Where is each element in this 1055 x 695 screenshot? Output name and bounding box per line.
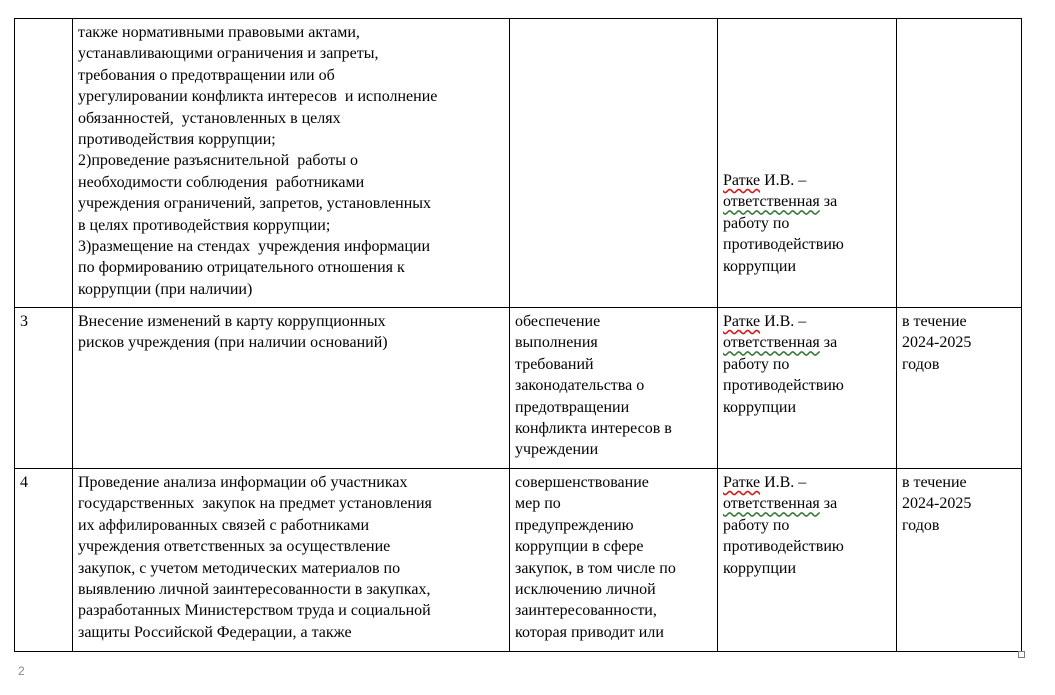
term-line: годов bbox=[902, 516, 940, 534]
page-number: 2 bbox=[18, 664, 25, 678]
activity-line: противодействия коррупции; bbox=[78, 131, 276, 149]
goal-line: совершенствование bbox=[515, 474, 649, 491]
activity-line: 2)проведение разъяснительной работы о bbox=[78, 152, 358, 170]
goal-line: исключению личной bbox=[515, 581, 656, 599]
goal-line: которая приводит или bbox=[515, 623, 664, 641]
activity-cell bbox=[73, 469, 510, 652]
term-cell bbox=[897, 469, 1022, 652]
activity-line: Проведение анализа информации об участниках bbox=[78, 474, 408, 491]
activity-line: требования о предотвращении или об bbox=[78, 66, 335, 84]
goal-line: предотвращении bbox=[515, 398, 630, 416]
goal-line: обеспечение bbox=[515, 313, 601, 330]
responsible-line bbox=[723, 493, 891, 514]
responsible-initials: И.В. – bbox=[760, 172, 807, 189]
activity-line: государственных закупок на предмет установления bbox=[78, 495, 432, 513]
responsible-line: противодействию bbox=[723, 538, 844, 556]
row-number: 4 bbox=[20, 474, 28, 491]
responsible-line: коррупции bbox=[723, 398, 796, 416]
activity-line: по формированию отрицательного отношения к bbox=[78, 259, 405, 277]
table-resize-handle[interactable] bbox=[1018, 651, 1025, 658]
goal-line: требований bbox=[515, 355, 594, 373]
goal-line: закупок, в том числе по bbox=[515, 559, 676, 577]
activity-line: учреждения ответственных за осуществление bbox=[78, 538, 391, 556]
responsible-line bbox=[723, 191, 891, 212]
responsible-role-rest: за bbox=[819, 193, 838, 211]
goal-line: мер по bbox=[515, 495, 561, 513]
activity-line: учреждения ограничений, запретов, установленных bbox=[78, 195, 432, 213]
activity-line: обязанностей, установленных в целях bbox=[78, 109, 341, 127]
responsible-initials: И.В. – bbox=[760, 313, 807, 330]
goal-cell bbox=[510, 19, 718, 308]
row-number-cell bbox=[15, 308, 73, 469]
term-line: 2024-2025 bbox=[902, 495, 972, 513]
responsible-line bbox=[723, 311, 891, 332]
responsible-line: работу по bbox=[723, 355, 790, 373]
responsible-line: работу по bbox=[723, 214, 790, 232]
goal-line: коррупции в сфере bbox=[515, 538, 644, 556]
term-line: в течение bbox=[902, 474, 967, 491]
goal-line: конфликта интересов в bbox=[515, 420, 672, 438]
table-row bbox=[15, 308, 1022, 469]
responsible-cell bbox=[718, 469, 897, 652]
row-number: 3 bbox=[20, 313, 28, 330]
activity-cell bbox=[73, 19, 510, 308]
responsible-line bbox=[723, 472, 891, 493]
activity-line: также нормативными правовыми актами, bbox=[78, 24, 360, 41]
responsible-name: Ратке bbox=[723, 172, 761, 189]
term-line: 2024-2025 bbox=[902, 334, 972, 352]
responsible-line bbox=[723, 332, 891, 353]
responsible-role-rest: за bbox=[819, 334, 838, 352]
goal-line: заинтересованности, bbox=[515, 602, 657, 620]
table-row bbox=[15, 469, 1022, 652]
responsible-name: Ратке bbox=[723, 474, 761, 491]
responsible-initials: И.В. – bbox=[760, 474, 807, 491]
responsible-name: Ратке bbox=[723, 313, 761, 330]
responsible-line: противодействию bbox=[723, 236, 844, 254]
activity-line: разработанных Министерством труда и социальной bbox=[78, 602, 431, 620]
goal-cell bbox=[510, 308, 718, 469]
responsible-line: работу по bbox=[723, 516, 790, 534]
activity-cell bbox=[73, 308, 510, 469]
responsible-role-rest: за bbox=[819, 495, 838, 513]
activity-line: защиты Российской Федерации, а также bbox=[78, 623, 352, 641]
activity-line: коррупции (при наличии) bbox=[78, 280, 253, 298]
activity-line: 3)размещение на стендах учреждения информации bbox=[78, 238, 431, 256]
goal-line: выполнения bbox=[515, 334, 598, 352]
activity-line: рисков учреждения (при наличии оснований) bbox=[78, 334, 388, 352]
anti-corruption-plan-table bbox=[14, 18, 1022, 652]
responsible-role: ответственная bbox=[723, 495, 820, 513]
goal-line: предупреждению bbox=[515, 516, 634, 534]
term-cell bbox=[897, 308, 1022, 469]
term-line: в течение bbox=[902, 313, 967, 330]
goal-line: законодательства о bbox=[515, 377, 645, 395]
activity-line: выявлению личной заинтересованности в закупках, bbox=[78, 581, 431, 599]
activity-line: Внесение изменений в карту коррупционных bbox=[78, 313, 386, 330]
responsible-line: коррупции bbox=[723, 257, 796, 275]
term-line: годов bbox=[902, 355, 940, 373]
activity-line: их аффилированных связей с работниками bbox=[78, 516, 370, 534]
goal-cell bbox=[510, 469, 718, 652]
activity-line: в целях противодействия коррупции; bbox=[78, 216, 331, 234]
activity-line: урегулировании конфликта интересов и исполнение bbox=[78, 88, 438, 106]
responsible-cell bbox=[718, 308, 897, 469]
row-number-cell bbox=[15, 19, 73, 308]
responsible-role: ответственная bbox=[723, 193, 820, 211]
responsible-line bbox=[723, 170, 891, 191]
activity-line: закупок, с учетом методических материалов по bbox=[78, 559, 401, 577]
responsible-line: противодействию bbox=[723, 377, 844, 395]
responsible-role: ответственная bbox=[723, 334, 820, 352]
goal-line: учреждении bbox=[515, 441, 599, 459]
responsible-line: коррупции bbox=[723, 559, 796, 577]
row-number-cell bbox=[15, 469, 73, 652]
table-row bbox=[15, 19, 1022, 308]
responsible-cell bbox=[718, 19, 897, 308]
activity-line: устанавливающими ограничения и запреты, bbox=[78, 45, 379, 63]
activity-line: необходимости соблюдения работниками bbox=[78, 173, 365, 191]
term-cell bbox=[897, 19, 1022, 308]
